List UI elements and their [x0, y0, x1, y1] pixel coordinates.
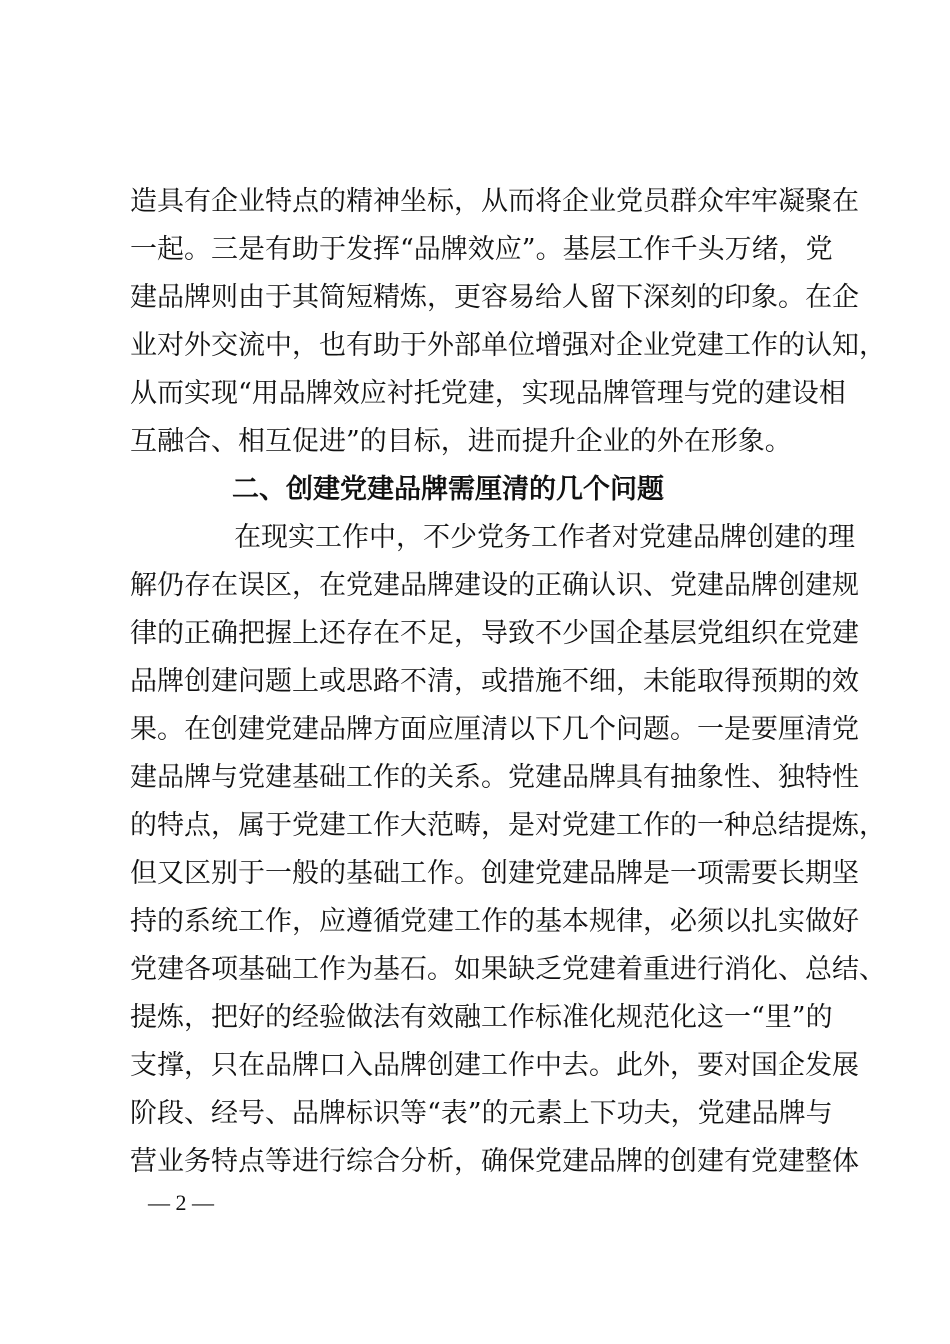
paragraph-2-line-13: 阶段、经号、品牌标识等“表”的元素上下功夫，党建品牌与 [130, 1098, 833, 1129]
paragraph-2-line-4: 品牌创建问题上或思路不清，或措施不细，未能取得预期的效 [130, 666, 859, 697]
page-number: — 2 — [148, 1190, 214, 1215]
paragraph-1-line-3: 建品牌则由于其简短精炼，更容易给人留下深刻的印象。在企 [130, 282, 859, 313]
paragraph-1-line-2: 一起。三是有助于发挥“品牌效应”。基层工作千头万绪，党 [130, 234, 833, 265]
paragraph-2-line-1: 在现实工作中，不少党务工作者对党建品牌创建的理 [234, 522, 855, 553]
paragraph-1-line-5: 从而实现“用品牌效应衬托党建，实现品牌管理与党的建设相 [130, 378, 846, 409]
paragraph-2-line-8: 但又区别于一般的基础工作。创建党建品牌是一项需要长期坚 [130, 858, 859, 889]
paragraph-2-line-9: 持的系统工作，应遵循党建工作的基本规律，必须以扎实做好 [130, 906, 859, 937]
paragraph-2-line-3: 律的正确把握上还存在不足，导致不少国企基层党组织在党建 [130, 618, 859, 649]
paragraph-2-line-2: 解仍存在误区，在党建品牌建设的正确认识、党建品牌创建规 [130, 570, 859, 601]
paragraph-2-line-14: 营业务特点等进行综合分析，确保党建品牌的创建有党建整体 [130, 1146, 859, 1177]
paragraph-2-line-7: 的特点，属于党建工作大范畴，是对党建工作的一种总结提炼， [130, 810, 886, 841]
paragraph-1-line-6: 互融合、相互促进”的目标，进而提升企业的外在形象。 [130, 426, 792, 457]
paragraph-2-line-10: 党建各项基础工作为基石。如果缺乏党建着重进行消化、总结、 [130, 954, 886, 985]
paragraph-2-line-5: 果。在创建党建品牌方面应厘清以下几个问题。一是要厘清党 [130, 714, 859, 745]
paragraph-1-line-4: 业对外交流中，也有助于外部单位增强对企业党建工作的认知， [130, 330, 886, 361]
paragraph-2-line-11: 提炼，把好的经验做法有效融工作标准化规范化这一“里”的 [130, 1002, 833, 1033]
paragraph-1-line-1: 造具有企业特点的精神坐标，从而将企业党员群众牢牢凝聚在 [130, 186, 859, 217]
section-heading: 二、创建党建品牌需厘清的几个问题 [232, 474, 664, 505]
paragraph-2-line-6: 建品牌与党建基础工作的关系。党建品牌具有抽象性、独特性 [130, 762, 859, 793]
paragraph-2-line-12: 支撑，只在品牌口入品牌创建工作中去。此外，要对国企发展 [130, 1050, 859, 1081]
